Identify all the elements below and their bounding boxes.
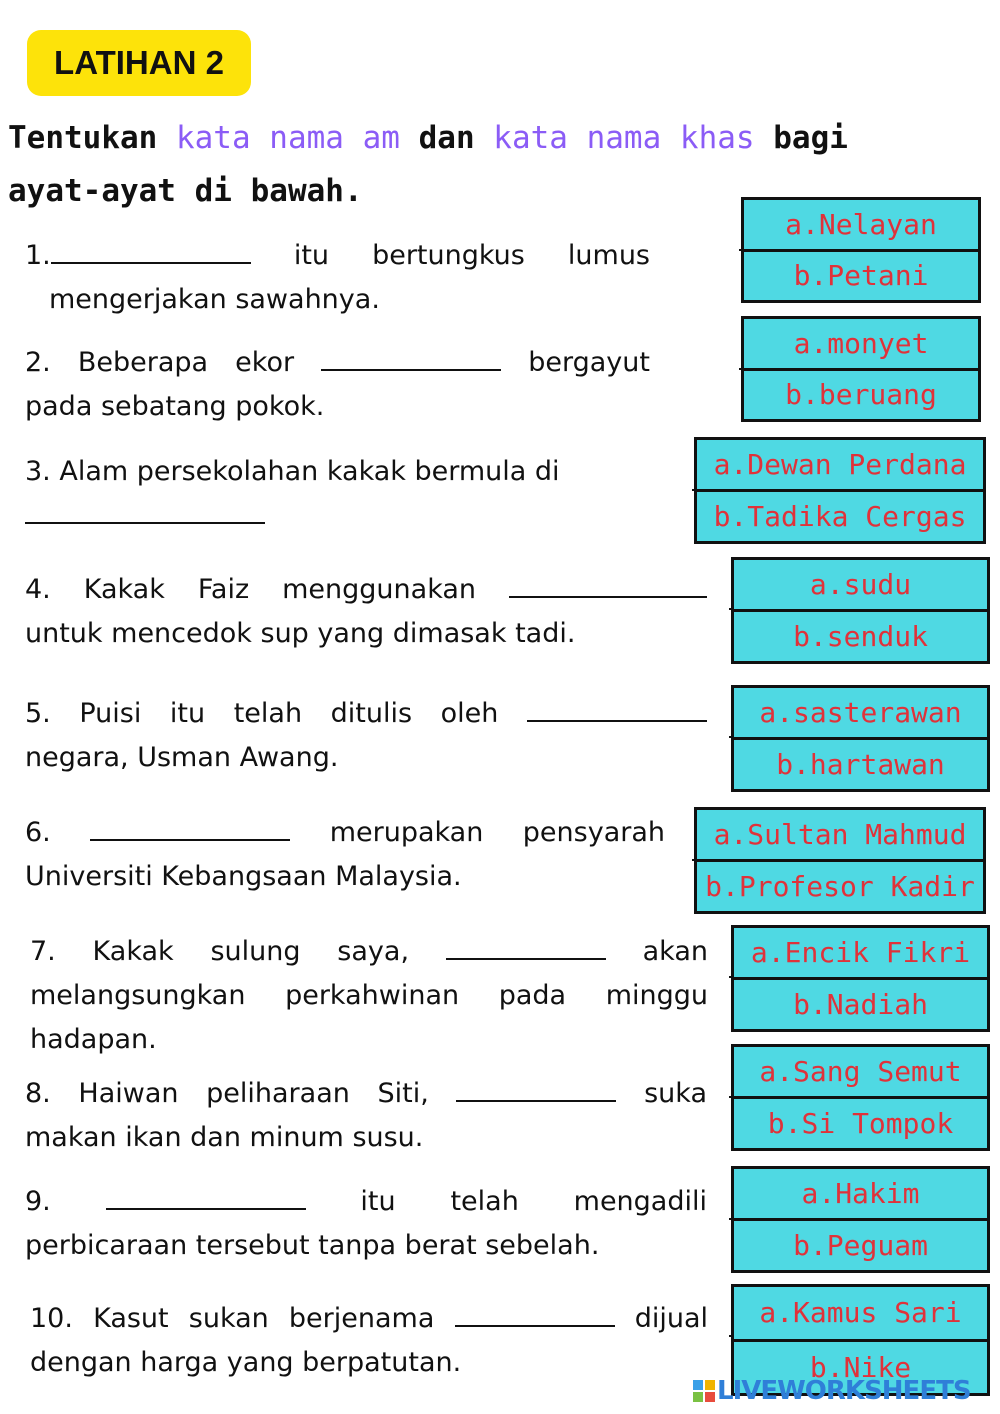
answer-blank[interactable] xyxy=(527,692,707,722)
question-7: 7. Kakak sulung saya, akan melangsungkan perkahwinan pada minggu hadapan. xyxy=(30,930,708,1062)
answer-blank[interactable] xyxy=(321,341,501,371)
question-6: 6. merupakan pensyarah Universiti Kebangsaan Malaysia. xyxy=(25,811,665,899)
question-4: 4. Kakak Faiz menggunakan untuk mencedok sup yang dimasak tadi. xyxy=(25,568,707,656)
question-8: 8. Haiwan peliharaan Siti, suka makan ikan dan minum susu. xyxy=(25,1072,707,1160)
option-b[interactable]: b.Petani xyxy=(744,252,978,301)
options-q6 xyxy=(694,807,986,914)
options-q2 xyxy=(741,316,981,422)
option-a[interactable]: a.sudu xyxy=(734,560,987,609)
option-a[interactable]: a.Sultan Mahmud xyxy=(697,810,983,859)
options-q5 xyxy=(731,685,990,792)
answer-blank[interactable] xyxy=(51,234,251,264)
answer-blank[interactable] xyxy=(456,1072,616,1102)
options-q4 xyxy=(731,557,990,664)
options-q8 xyxy=(731,1044,990,1151)
question-2: 2. Beberapa ekor bergayut pada sebatang pokok. xyxy=(25,341,650,429)
question-3: 3. Alam persekolahan kakak bermula di xyxy=(25,450,665,538)
answer-blank[interactable] xyxy=(446,930,606,960)
question-5: 5. Puisi itu telah ditulis oleh negara, Usman Awang. xyxy=(25,692,707,780)
options-q1 xyxy=(741,197,981,303)
option-b[interactable]: b.Si Tompok xyxy=(734,1099,987,1148)
options-q3 xyxy=(694,437,986,544)
option-a[interactable]: a.Hakim xyxy=(734,1169,987,1218)
option-b[interactable]: b.Tadika Cergas xyxy=(697,492,983,541)
option-b[interactable]: b.Nadiah xyxy=(734,980,987,1029)
option-b[interactable]: b.hartawan xyxy=(734,740,987,789)
liveworksheets-watermark: LIVEWORKSHEETS xyxy=(693,1376,971,1406)
option-a[interactable]: a.Sang Semut xyxy=(734,1047,987,1096)
instruction: Tentukan kata nama am dan kata nama khas bagi ayat-ayat di bawah. xyxy=(8,120,848,209)
option-b[interactable]: b.Profesor Kadir xyxy=(697,862,983,911)
option-a[interactable]: a.Kamus Sari xyxy=(734,1287,987,1339)
liveworksheets-logo-icon xyxy=(693,1380,715,1402)
answer-blank[interactable] xyxy=(25,494,265,524)
option-b[interactable]: b.Nike xyxy=(734,1342,987,1394)
question-1: 1. itu bertungkus lumus mengerjakan sawahnya. xyxy=(25,234,650,322)
answer-blank[interactable] xyxy=(106,1180,306,1210)
answer-blank[interactable] xyxy=(455,1297,615,1327)
answer-blank[interactable] xyxy=(509,568,707,598)
option-b[interactable]: b.Peguam xyxy=(734,1221,987,1270)
option-a[interactable]: a.Dewan Perdana xyxy=(697,440,983,489)
options-q9 xyxy=(731,1166,990,1273)
question-9: 9. itu telah mengadili perbicaraan tersebut tanpa berat sebelah. xyxy=(25,1180,707,1268)
option-b[interactable]: b.beruang xyxy=(744,371,978,420)
option-a[interactable]: a.Nelayan xyxy=(744,200,978,249)
option-a[interactable]: a.monyet xyxy=(744,319,978,368)
option-a[interactable]: a.sasterawan xyxy=(734,688,987,737)
option-b[interactable]: b.senduk xyxy=(734,612,987,661)
answer-blank[interactable] xyxy=(90,811,290,841)
exercise-title: LATIHAN 2 xyxy=(27,30,251,96)
options-q7 xyxy=(731,925,990,1032)
option-a[interactable]: a.Encik Fikri xyxy=(734,928,987,977)
question-10: 10. Kasut sukan berjenama dijual dengan harga yang berpatutan. xyxy=(30,1297,708,1385)
